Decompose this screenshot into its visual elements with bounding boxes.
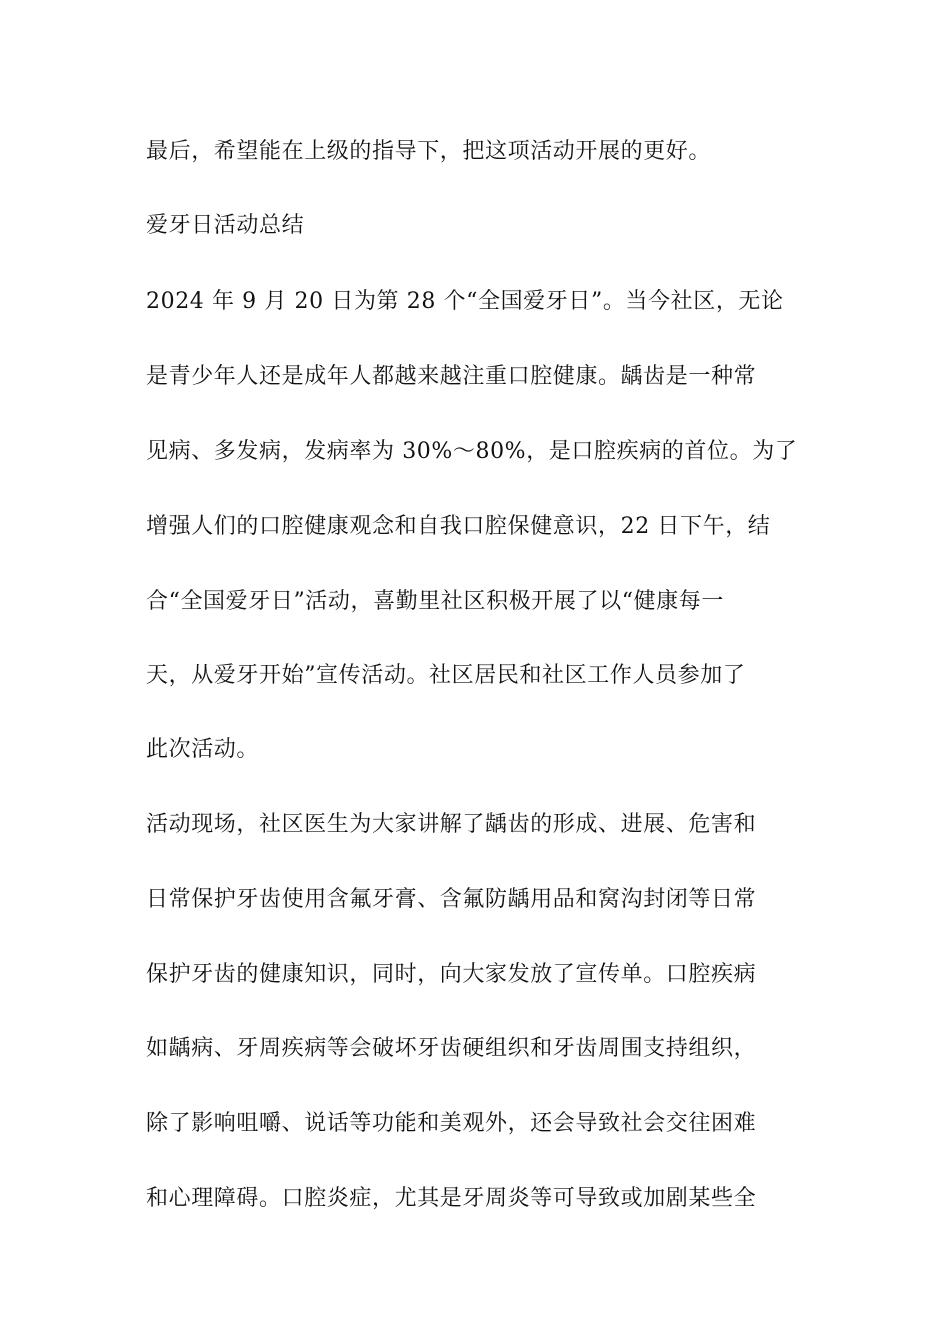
body-text-line: 见病、多发病，发病率为 30%～80%，是口腔疾病的首位。为了 — [146, 439, 798, 464]
body-text-line: 增强人们的口腔健康观念和自我口腔保健意识，22 日下午，结 — [146, 514, 771, 539]
paragraph-closing-line: 最后，希望能在上级的指导下，把这项活动开展的更好。 — [146, 139, 712, 164]
body-text-line: 合“全国爱牙日”活动，喜勤里社区积极开展了以“健康每一 — [146, 589, 724, 614]
body-text-line: 2024 年 9 月 20 日为第 28 个“全国爱牙日”。当今社区，无论 — [146, 289, 784, 314]
body-text-line: 天，从爱牙开始”宣传活动。社区居民和社区工作人员参加了 — [146, 663, 746, 688]
body-text-line: 是青少年人还是成年人都越来越注重口腔健康。龋齿是一种常 — [146, 364, 757, 389]
body-text-line: 如龋病、牙周疾病等会破坏牙齿硬组织和牙齿周围支持组织， — [146, 1036, 757, 1061]
section-heading: 爱牙日活动总结 — [146, 213, 305, 238]
body-text-line: 保护牙齿的健康知识，同时，向大家发放了宣传单。口腔疾病 — [146, 962, 757, 987]
body-text-line: 此次活动。 — [146, 737, 260, 762]
body-text-line: 日常保护牙齿使用含氟牙膏、含氟防龋用品和窝沟封闭等日常 — [146, 887, 757, 912]
body-text-line: 和心理障碍。口腔炎症，尤其是牙周炎等可导致或加剧某些全 — [146, 1186, 757, 1211]
body-text-line: 活动现场，社区医生为大家讲解了龋齿的形成、进展、危害和 — [146, 812, 757, 837]
body-text-line: 除了影响咀嚼、说话等功能和美观外，还会导致社会交往困难 — [146, 1111, 757, 1136]
